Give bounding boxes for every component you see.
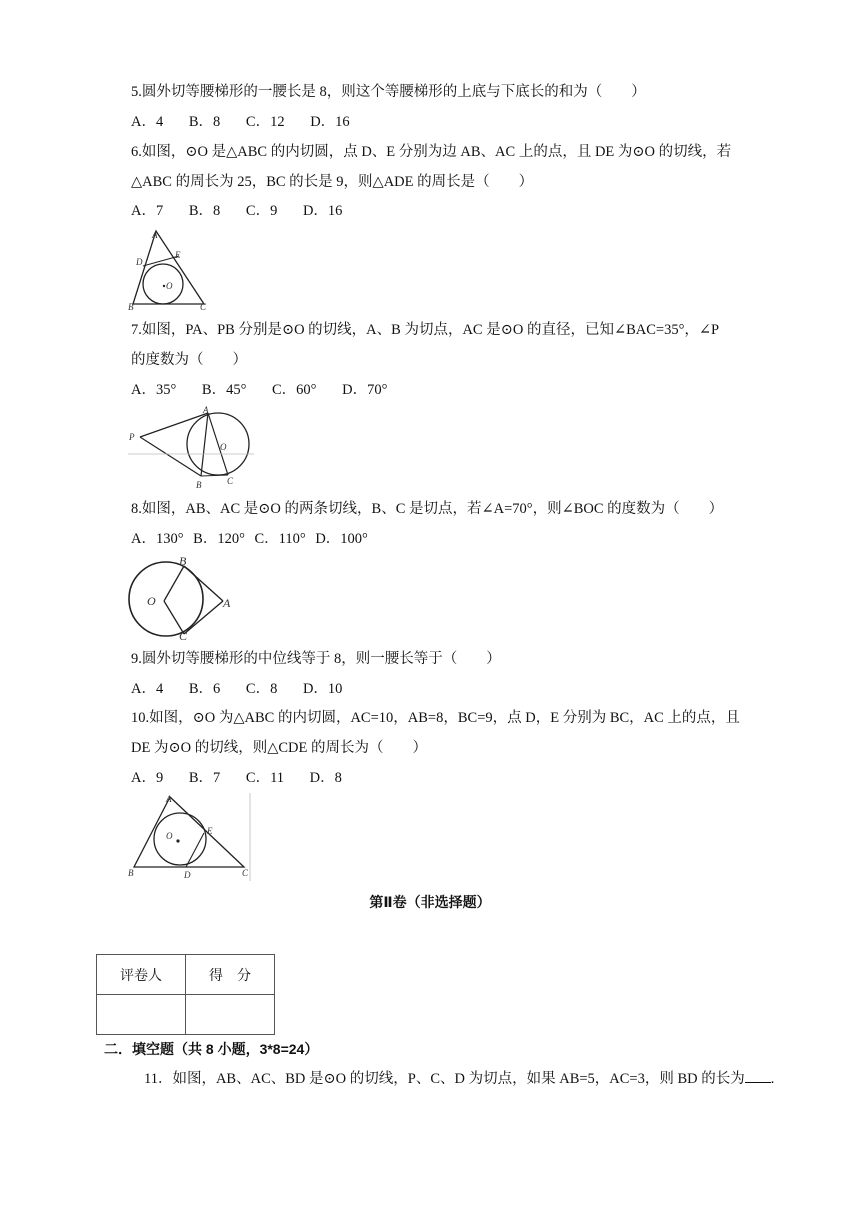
option-d: D．10 [302, 681, 343, 697]
label-c: C [242, 868, 249, 878]
grader-header: 评卷人 [97, 955, 186, 995]
option-b: B．8 [188, 114, 221, 130]
option-b: B．8 [188, 203, 221, 219]
option-a: A．4 [131, 114, 164, 130]
question-7-figure [128, 404, 254, 492]
label-d: D [184, 870, 191, 880]
answer-blank [745, 1068, 771, 1083]
label-c: C [179, 629, 188, 640]
question-7-options [131, 380, 409, 400]
option-a: A．4 [131, 681, 164, 697]
option-d: D．16 [310, 114, 350, 130]
label-a: A [152, 230, 158, 240]
question-8-figure [126, 554, 234, 640]
section-2-title: 第Ⅱ卷（非选择题） [369, 894, 491, 910]
question-10-options [131, 768, 364, 788]
label-p: P [129, 432, 135, 442]
label-d: D [136, 257, 143, 267]
option-c: C．110° [254, 531, 306, 547]
label-a: A [223, 596, 231, 610]
question-5-text: 5.圆外切等腰梯形的一腰长是 8，则这个等腰梯形的上底与下底长的和为（ ） [131, 84, 646, 100]
option-d: D．8 [309, 770, 342, 786]
option-c: C．60° [272, 382, 317, 398]
option-a: A．7 [131, 203, 164, 219]
label-e: E [175, 250, 181, 260]
question-11 [144, 1068, 774, 1089]
question-10-figure [126, 793, 254, 881]
score-table [96, 954, 275, 1035]
label-o: O [147, 594, 156, 608]
score-header: 得 分 [186, 955, 275, 995]
option-b: B．120° [193, 531, 245, 547]
option-a: A．130° [131, 531, 184, 547]
question-6-line1: 6.如图，⊙O 是△ABC 的内切圆，点 D、E 分别为边 AB、AC 上的点，且 DE 为⊙O 的切线，若 [131, 144, 732, 160]
option-c: C．12 [245, 114, 285, 130]
fill-in-heading: 二．填空题（共 8 小题，3*8=24） [104, 1041, 319, 1057]
question-6-line2: △ABC 的周长为 25，BC 的长是 9，则△ADE 的周长是（ ） [131, 174, 534, 190]
option-b: B．45° [201, 382, 247, 398]
question-7-line2: 的度数为（ ） [131, 352, 247, 368]
label-a: A [166, 794, 172, 804]
question-9-text: 9.圆外切等腰梯形的中位线等于 8，则一腰长等于（ ） [131, 651, 501, 667]
label-b: B [196, 480, 202, 490]
question-7-line1: 7.如图，PA、PB 分别是⊙O 的切线，A、B 为切点，AC 是⊙O 的直径，已知∠BAC=35°，∠P [131, 322, 720, 338]
question-6-options [131, 201, 364, 221]
option-c: C．9 [245, 203, 278, 219]
option-a: A．35° [131, 382, 177, 398]
label-b: B [179, 554, 187, 568]
label-o: O [166, 831, 173, 841]
label-o: O [220, 442, 227, 452]
question-9-options [131, 679, 364, 699]
label-a: A [203, 405, 209, 415]
question-6-figure [128, 228, 214, 312]
question-5-options [131, 112, 372, 132]
option-c: C．11 [245, 770, 285, 786]
option-c: C．8 [245, 681, 278, 697]
question-10-line2: DE 为⊙O 的切线，则△CDE 的周长为（ ） [131, 740, 427, 756]
label-o: O [166, 281, 173, 291]
question-11-text: 11．如图，AB、AC、BD 是⊙O 的切线，P、C、D 为切点，如果 AB=5，AC=3，则 BD 的长为 [144, 1071, 745, 1087]
label-e: E [207, 826, 213, 836]
option-d: D．100° [315, 531, 368, 547]
question-11-end: . [770, 1071, 775, 1087]
option-b: B．7 [188, 770, 221, 786]
question-8-options [131, 529, 374, 549]
label-b: B [128, 302, 134, 312]
option-d: D．70° [342, 382, 388, 398]
grader-cell [97, 995, 186, 1035]
label-b: B [128, 868, 134, 878]
score-cell [186, 995, 275, 1035]
label-c: C [200, 302, 207, 312]
label-c: C [227, 476, 234, 486]
question-8-text: 8.如图，AB、AC 是⊙O 的两条切线，B、C 是切点，若∠A=70°，则∠BOC 的度数为（ ） [131, 501, 724, 517]
option-d: D．16 [302, 203, 343, 219]
question-10-line1: 10.如图，⊙O 为△ABC 的内切圆，AC=10，AB=8，BC=9，点 D，E 分别为 BC，AC 上的点，且 [131, 710, 740, 726]
option-a: A．9 [131, 770, 164, 786]
option-b: B．6 [188, 681, 221, 697]
